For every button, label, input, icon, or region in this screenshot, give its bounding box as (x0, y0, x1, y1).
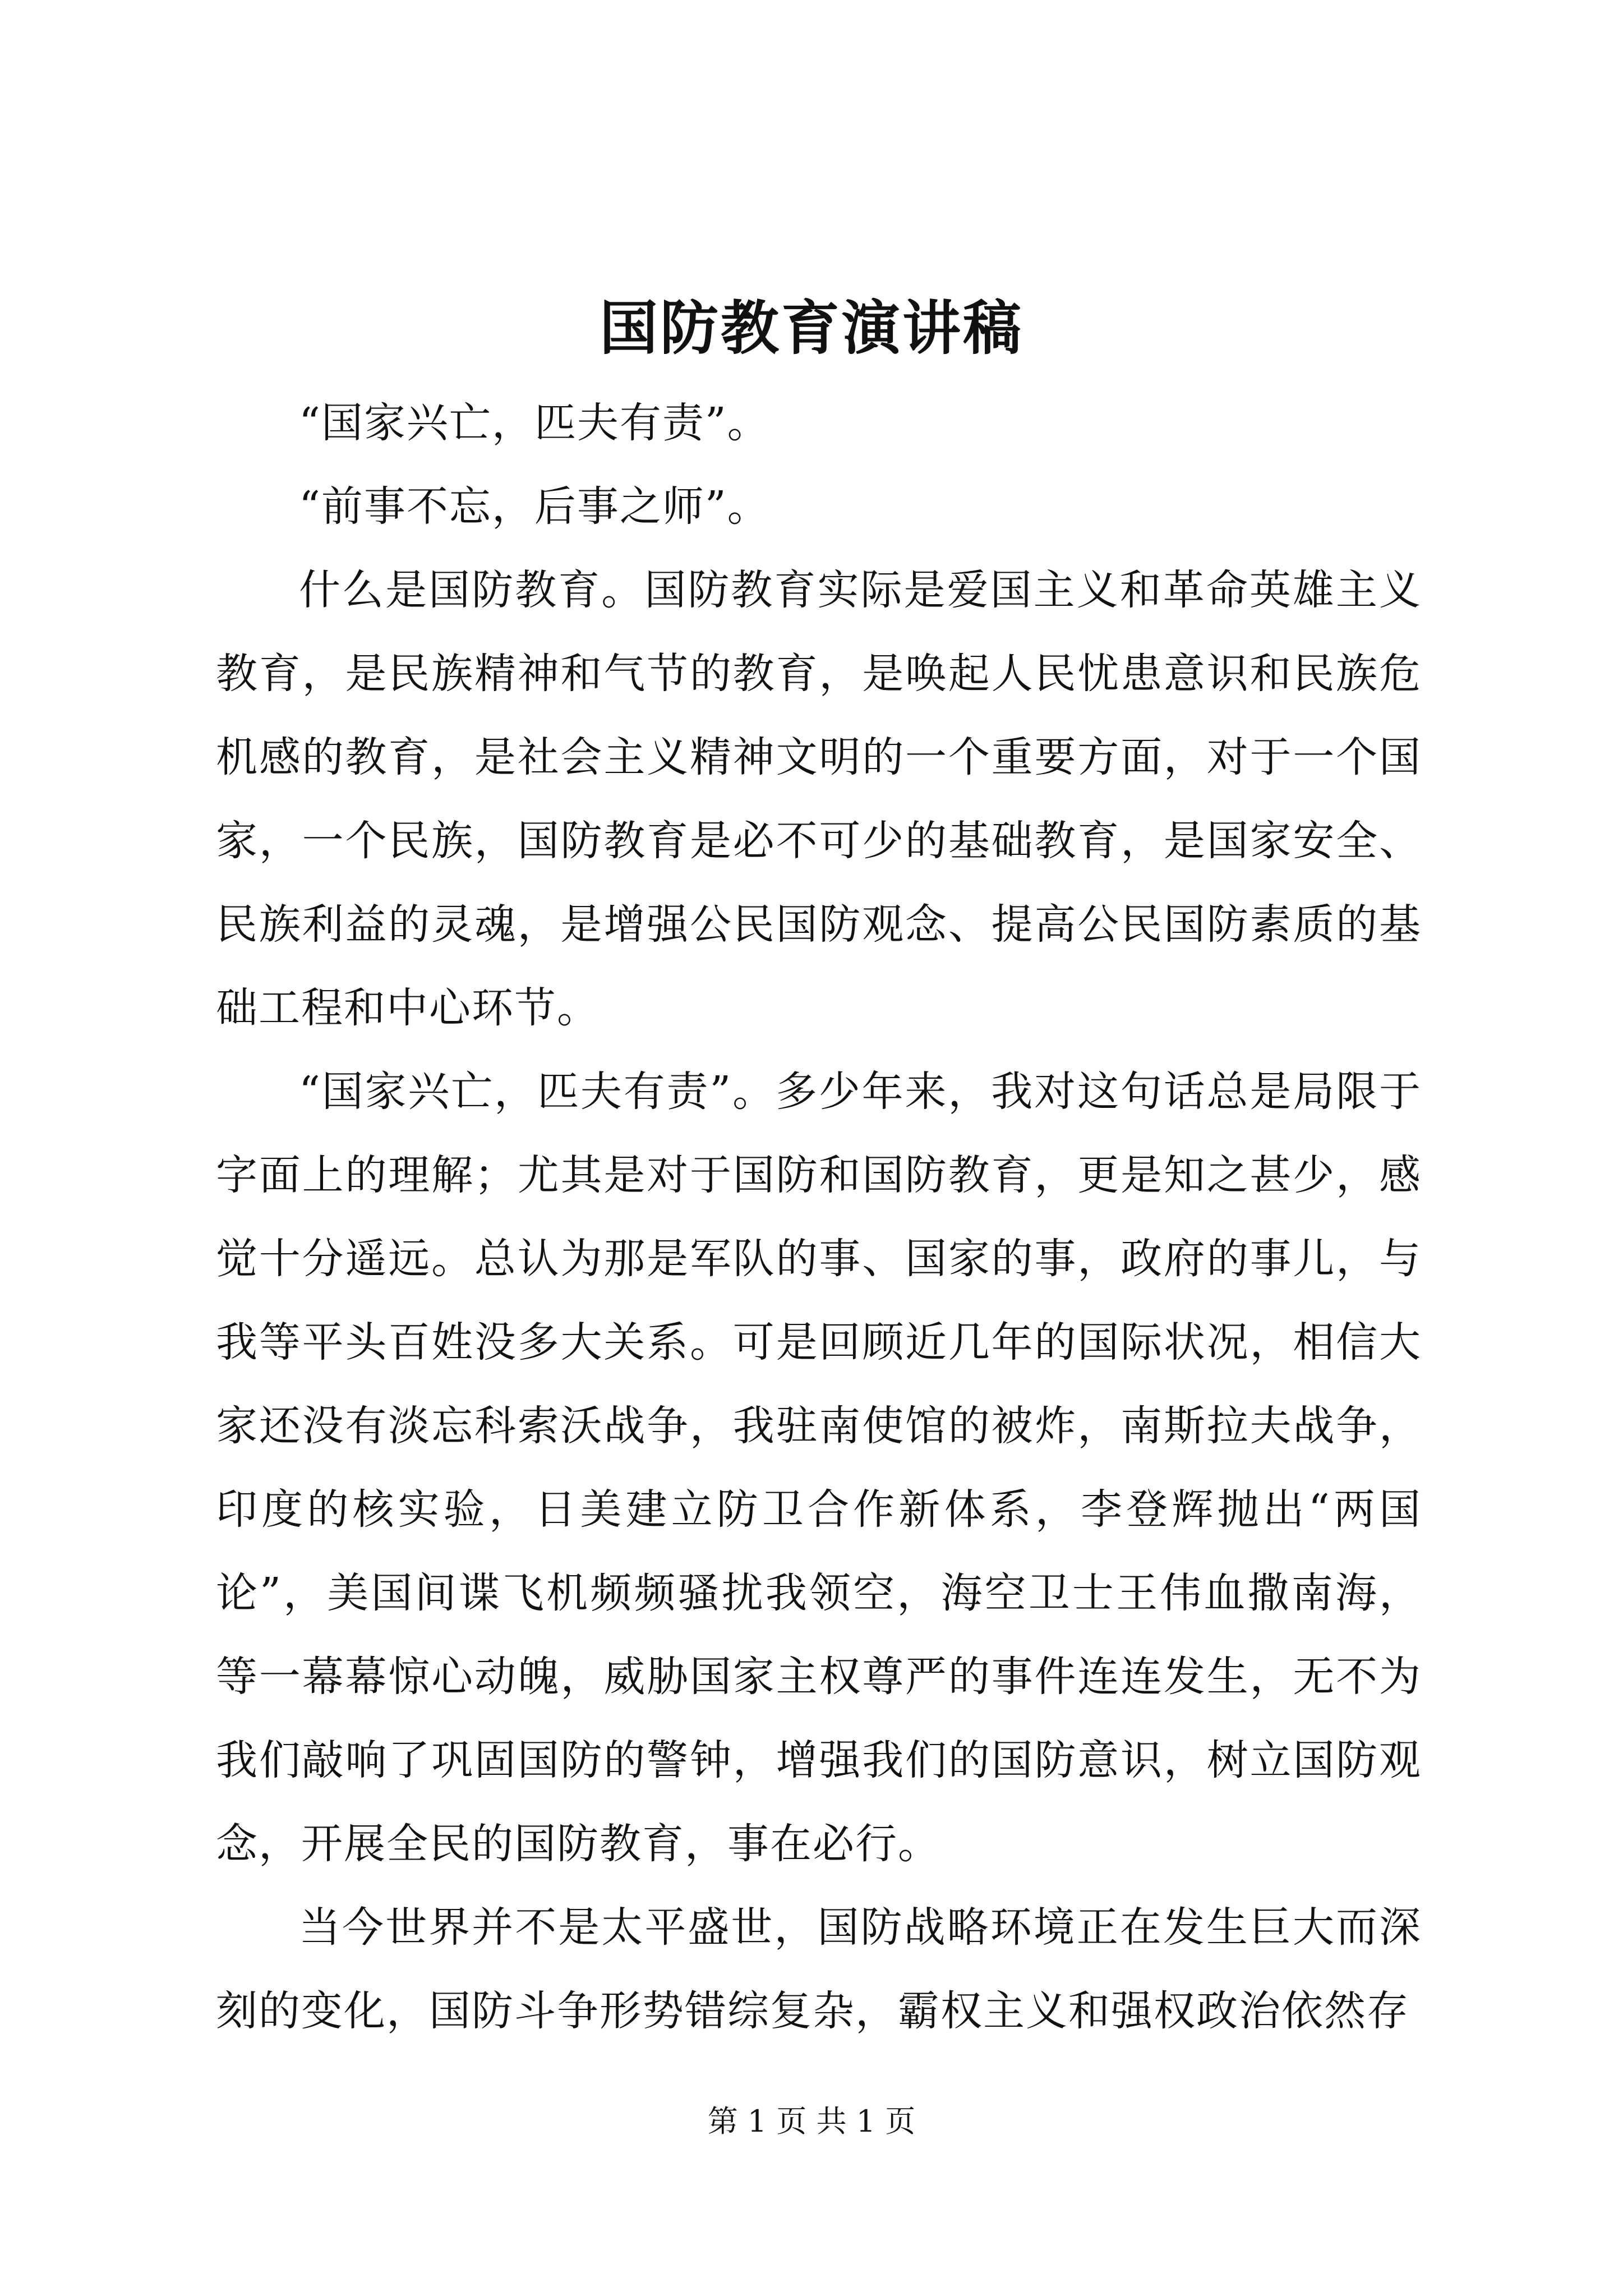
page-footer: 第 1 页 共 1 页 (707, 2104, 916, 2139)
paragraph-quote-1: “国家兴亡，匹夫有责”。 (299, 399, 770, 447)
paragraph-reflection: “国家兴亡，匹夫有责”。多少年来，我对这句话总是局限于字面上的理解；尤其是对于国防和国防教育，更是知之甚少，感觉十分遥远。总认为那是军队的事、国家的事，政府的事儿，与我等平头百姓没多大关系。可是回顾近几年的国际状况，相信大家还没有淡忘科索沃战争，我驻南使馆的被炸，南斯拉夫战争，印度的核实验，日美建立防卫合作新体系，李登辉抛出“两国论”，美国间谍飞机频频骚扰我领空，海空卫士王伟血撒南海，等一幕幕惊心动魄，威胁国家主权尊严的事件连连发生，无不为我们敲响了巩固国防的警钟，增强我们的国防意识，树立国防观念，开展全民的国防教育，事在必行。 (216, 1068, 1422, 1868)
paragraph-definition: 什么是国防教育。国防教育实际是爱国主义和革命英雄主义教育，是民族精神和气节的教育，是唤起人民忧患意识和民族危机感的教育，是社会主义精神文明的一个重要方面，对于一个国家，一个民族，国防教育是必不可少的基础教育，是国家安全、民族利益的灵魂，是增强公民国防观念、提高公民国防素质的基础工程和中心环节。 (216, 566, 1422, 1032)
paragraph-current-world: 当今世界并不是太平盛世，国防战略环境正在发生巨大而深刻的变化，国防斗争形势错综复杂，霸权主义和强权政治依然存 (216, 1903, 1422, 2035)
document-title: 国防教育演讲稿 (599, 293, 1023, 362)
paragraph-quote-2: “前事不忘，后事之师”。 (299, 482, 770, 531)
document-body (216, 381, 1422, 2053)
